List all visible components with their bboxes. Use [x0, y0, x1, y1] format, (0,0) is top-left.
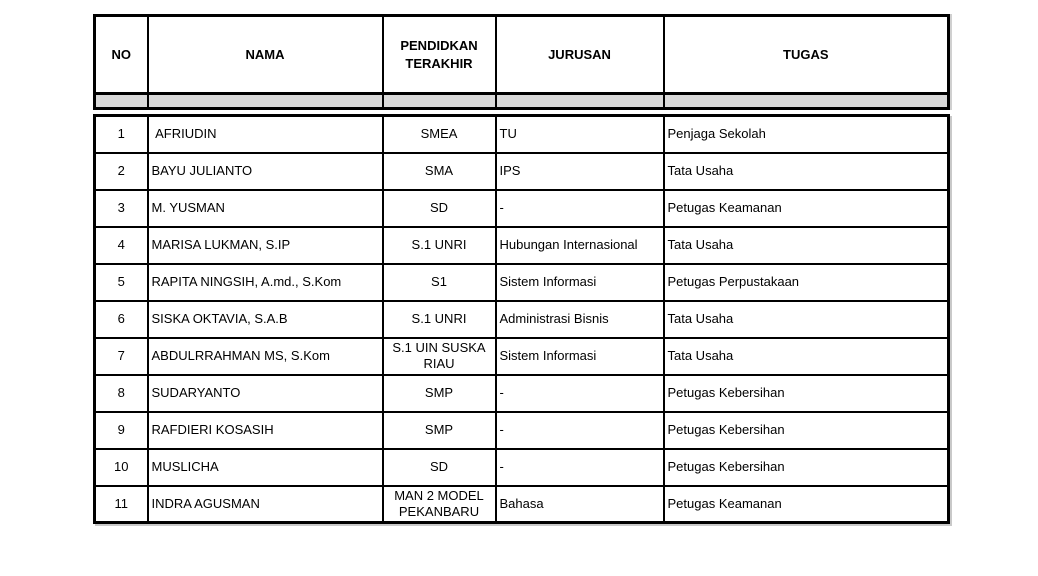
table-cell: 8	[95, 375, 148, 412]
table-cell: Petugas Kebersihan	[664, 375, 949, 412]
table-cell: 11	[95, 486, 148, 523]
table-cell: SISKA OKTAVIA, S.A.B	[148, 301, 383, 338]
table-cell: RAPITA NINGSIH, A.md., S.Kom	[148, 264, 383, 301]
table-row	[95, 301, 949, 338]
column-header-nama: NAMA	[148, 16, 383, 94]
column-header-no: NO	[95, 16, 148, 94]
table-cell: 9	[95, 412, 148, 449]
table-cell: SMA	[383, 153, 496, 190]
table-cell: SMEA	[383, 116, 496, 153]
table-cell: INDRA AGUSMAN	[148, 486, 383, 523]
table-cell: M. YUSMAN	[148, 190, 383, 227]
table-cell: Tata Usaha	[664, 227, 949, 264]
table-cell: Hubungan Internasional	[496, 227, 664, 264]
table-row	[95, 264, 949, 301]
table-cell: Bahasa	[496, 486, 664, 523]
table-row	[95, 190, 949, 227]
table-cell: MUSLICHA	[148, 449, 383, 486]
table-cell: -	[496, 375, 664, 412]
separator-cell	[148, 94, 383, 109]
table-cell: Administrasi Bisnis	[496, 301, 664, 338]
column-header-tugas: TUGAS	[664, 16, 949, 94]
table-cell: Sistem Informasi	[496, 338, 664, 375]
table-row	[95, 375, 949, 412]
table-row	[95, 412, 949, 449]
table-row	[95, 153, 949, 190]
table-cell: Tata Usaha	[664, 153, 949, 190]
table-cell: ABDULRRAHMAN MS, S.Kom	[148, 338, 383, 375]
data-rows	[95, 116, 949, 523]
table-cell: AFRIUDIN	[148, 116, 383, 153]
table-cell: RAFDIERI KOSASIH	[148, 412, 383, 449]
table-row	[95, 227, 949, 264]
table-cell: -	[496, 190, 664, 227]
column-header-jurusan: JURUSAN	[496, 16, 664, 94]
table-cell: Penjaga Sekolah	[664, 116, 949, 153]
staff-table	[93, 14, 947, 524]
table-cell: 6	[95, 301, 148, 338]
table-cell: -	[496, 449, 664, 486]
table-cell: Petugas Kebersihan	[664, 449, 949, 486]
staff-table-header	[93, 14, 950, 110]
table-cell: Petugas Keamanan	[664, 190, 949, 227]
table-cell: 4	[95, 227, 148, 264]
table-cell: Petugas Kebersihan	[664, 412, 949, 449]
table-cell: 2	[95, 153, 148, 190]
separator-row	[95, 94, 949, 109]
table-cell: Petugas Keamanan	[664, 486, 949, 523]
separator-cell	[496, 94, 664, 109]
table-cell: SD	[383, 190, 496, 227]
table-cell: S.1 UNRI	[383, 301, 496, 338]
column-header-pendidikan: PENDIDKAN TERAKHIR	[383, 16, 496, 94]
header-row	[95, 16, 949, 94]
table-cell: S.1 UIN SUSKA RIAU	[383, 338, 496, 375]
table-cell: SMP	[383, 375, 496, 412]
table-cell: Petugas Perpustakaan	[664, 264, 949, 301]
table-cell: 1	[95, 116, 148, 153]
table-cell: IPS	[496, 153, 664, 190]
table-row	[95, 486, 949, 523]
table-cell: SMP	[383, 412, 496, 449]
separator-cell	[383, 94, 496, 109]
table-cell: SUDARYANTO	[148, 375, 383, 412]
table-cell: BAYU JULIANTO	[148, 153, 383, 190]
table-cell: 5	[95, 264, 148, 301]
table-cell: Sistem Informasi	[496, 264, 664, 301]
table-cell: -	[496, 412, 664, 449]
table-cell: 10	[95, 449, 148, 486]
table-cell: S1	[383, 264, 496, 301]
staff-table-body	[93, 114, 950, 524]
table-cell: MARISA LUKMAN, S.IP	[148, 227, 383, 264]
table-cell: S.1 UNRI	[383, 227, 496, 264]
table-cell: Tata Usaha	[664, 301, 949, 338]
table-cell: MAN 2 MODEL PEKANBARU	[383, 486, 496, 523]
table-row	[95, 338, 949, 375]
table-cell: Tata Usaha	[664, 338, 949, 375]
table-cell: TU	[496, 116, 664, 153]
separator-cell	[664, 94, 949, 109]
table-row	[95, 449, 949, 486]
separator-cell	[95, 94, 148, 109]
table-cell: 7	[95, 338, 148, 375]
table-cell: 3	[95, 190, 148, 227]
table-row	[95, 116, 949, 153]
table-cell: SD	[383, 449, 496, 486]
